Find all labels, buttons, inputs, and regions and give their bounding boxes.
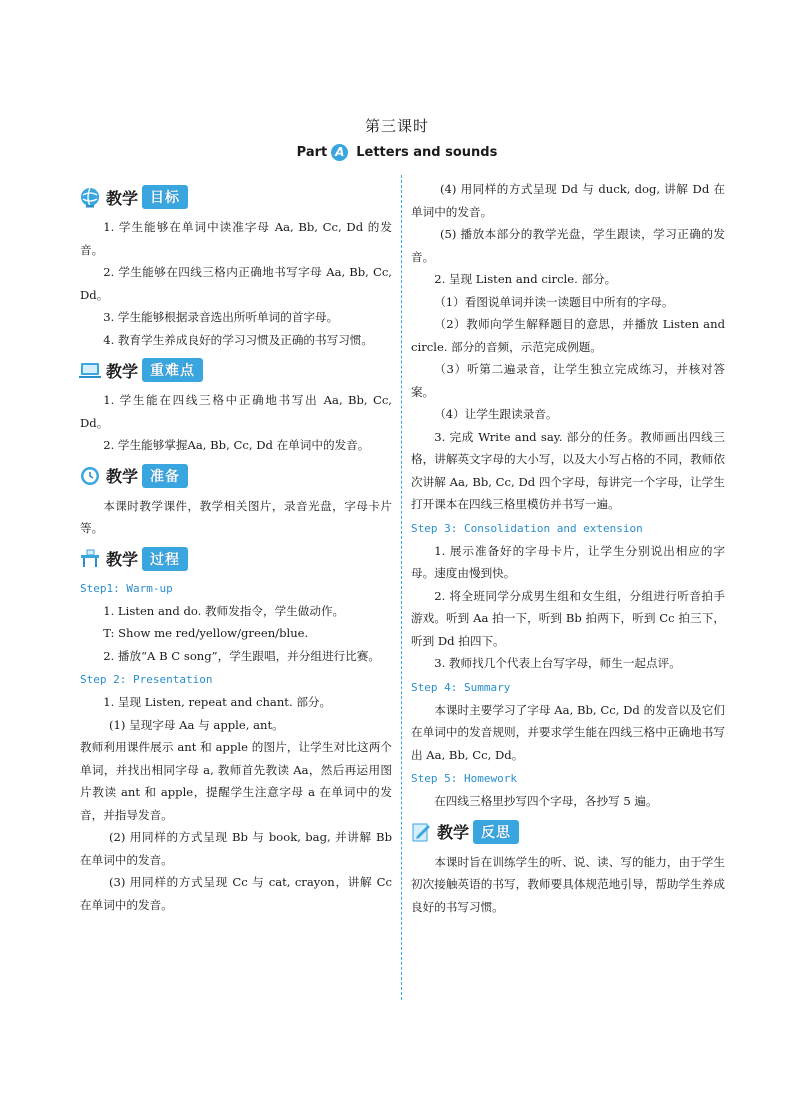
globe-icon bbox=[78, 185, 102, 209]
step-2-heading: Step 2: Presentation bbox=[80, 673, 213, 686]
section-k1: 教学 bbox=[437, 823, 470, 842]
summary-text: 本课时主要学习了字母 Aa, Bb, Cc, Dd 的发音以及它们在单词中的发音规则，并要求学生能在四线三格中正确地书写出 Aa, Bb, Cc, Dd。 bbox=[411, 702, 725, 762]
laptop-icon bbox=[78, 358, 102, 382]
presentation-11: （3）听第二遍录音，让学生独立完成练习，并核对答案。 bbox=[411, 362, 725, 399]
presentation-7: (5) 播放本部分的教学光盘，学生跟读，学习正确的发音。 bbox=[411, 227, 725, 264]
step-1-heading: Step1: Warm-up bbox=[80, 581, 173, 595]
warmup-1: 1. Listen and do. 教师发指令，学生做动作。 bbox=[103, 603, 345, 618]
objective-3: 3. 学生能够根据录音选出所听单词的首字母。 bbox=[103, 310, 339, 324]
presentation-9: （1）看图说单词并读一读题目中所有的字母。 bbox=[434, 294, 674, 309]
keypoint-1: 1. 学生能在四线三格中正确地书写出 Aa, Bb, Cc, Dd。 bbox=[80, 393, 392, 430]
section-k2: 过程 bbox=[142, 547, 188, 571]
page-title: 第三课时 bbox=[364, 117, 429, 135]
section-k1: 教学 bbox=[106, 188, 139, 208]
objective-4: 4. 教育学生养成良好的学习习惯及正确的书写习惯。 bbox=[103, 332, 373, 347]
section-k2: 目标 bbox=[142, 185, 188, 209]
step-3-heading: Step 3: Consolidation and extension bbox=[411, 521, 643, 535]
section-k1: 教学 bbox=[106, 467, 139, 486]
pencil-icon bbox=[409, 820, 433, 844]
section-k2: 准备 bbox=[142, 464, 188, 488]
left-column bbox=[80, 178, 392, 916]
keypoint-2: 2. 学生能够掌握Aa, Bb, Cc, Dd 在单词中的发音。 bbox=[103, 438, 370, 452]
step-5-heading: Step 5: Homework bbox=[411, 772, 517, 785]
warmup-3: 2. 播放“A B C song”，学生跟唱，并分组进行比赛。 bbox=[103, 648, 380, 663]
warmup-2: T: Show me red/yellow/green/blue. bbox=[103, 626, 309, 640]
part-title: Letters and sounds bbox=[356, 145, 498, 160]
clock-icon bbox=[78, 464, 102, 488]
section-header-preparation bbox=[78, 460, 392, 492]
part-label: Part bbox=[296, 145, 328, 160]
presentation-5: (3) 用同样的方式呈现 Cc 与 cat, crayon，讲解 Cc 在单词中的发音。 bbox=[80, 875, 392, 912]
page-subtitle bbox=[0, 144, 794, 161]
homework-text: 在四线三格里抄写四个字母，各抄写 5 遍。 bbox=[434, 794, 658, 808]
section-k2: 反思 bbox=[473, 820, 519, 844]
desk-icon bbox=[78, 547, 102, 571]
section-header-reflection bbox=[409, 816, 725, 848]
reflection-text: 本课时旨在训练学生的听、说、读、写的能力，由于学生初次接触英语的书写，教师要具体规范地引导，帮助学生养成良好的书写习惯。 bbox=[411, 854, 725, 914]
presentation-12: （4）让学生跟读录音。 bbox=[434, 407, 558, 421]
consolidation-2: 2. 将全班同学分成男生组和女生组，分组进行听音拍手游戏。听到 Aa 拍一下，听到 Bb 拍两下，听到 Cc 拍三下，听到 Dd 拍四下。 bbox=[411, 588, 725, 648]
presentation-10: （2）教师向学生解释题目的意思，并播放 Listen and circle. 部分的音频，示范完成例题。 bbox=[411, 317, 725, 354]
preparation-text: 本课时教学课件，教学相关图片，录音光盘，字母卡片等。 bbox=[80, 498, 392, 535]
presentation-1: 1. 呈现 Listen, repeat and chant. 部分。 bbox=[103, 695, 332, 709]
step-4-heading: Step 4: Summary bbox=[411, 680, 511, 694]
presentation-6: (4) 用同样的方式呈现 Dd 与 duck, dog, 讲解 Dd 在单词中的发音。 bbox=[411, 182, 725, 219]
section-header-objectives bbox=[78, 181, 392, 213]
objective-2: 2. 学生能够在四线三格内正确地书写字母 Aa, Bb, Cc, Dd。 bbox=[80, 265, 392, 302]
part-letter-badge: A bbox=[331, 144, 348, 161]
right-column bbox=[411, 178, 725, 918]
presentation-13: 3. 完成 Write and say. 部分的任务。教师画出四线三格，讲解英文字母的大小写，以及大小写占格的不同，教师依次讲解 Aa, Bb, Cc, Dd 四个字母，每讲完一个字母，让学生打开课本在四线三格里模仿并书写一遍。 bbox=[411, 429, 725, 511]
presentation-8: 2. 呈现 Listen and circle. 部分。 bbox=[434, 272, 617, 286]
consolidation-3: 3. 教师找几个代表上台写字母，师生一起点评。 bbox=[434, 656, 681, 670]
section-k1: 教学 bbox=[106, 361, 139, 381]
objective-1: 1. 学生能够在单词中读准字母 Aa, Bb, Cc, Dd 的发音。 bbox=[80, 220, 392, 257]
presentation-3: 教师利用课件展示 ant 和 apple 的图片，让学生对比这两个单词，并找出相同字母 a, 教师首先教读 Aa，然后再运用图片教读 ant 和 apple，提醒学生注意字母 a 在单词中的发音，并指导发音。 bbox=[80, 740, 392, 822]
column-divider bbox=[401, 175, 402, 1000]
section-k1: 教学 bbox=[106, 550, 139, 569]
section-header-process bbox=[78, 543, 392, 575]
section-header-keypoints bbox=[78, 354, 392, 386]
presentation-2: (1) 呈现字母 Aa 与 apple, ant。 bbox=[109, 717, 284, 732]
consolidation-1: 1. 展示准备好的字母卡片，让学生分别说出相应的字母。速度由慢到快。 bbox=[411, 543, 725, 580]
presentation-4: (2) 用同样的方式呈现 Bb 与 book, bag, 并讲解 Bb 在单词中的发音。 bbox=[80, 830, 392, 867]
section-k2: 重难点 bbox=[142, 358, 203, 382]
